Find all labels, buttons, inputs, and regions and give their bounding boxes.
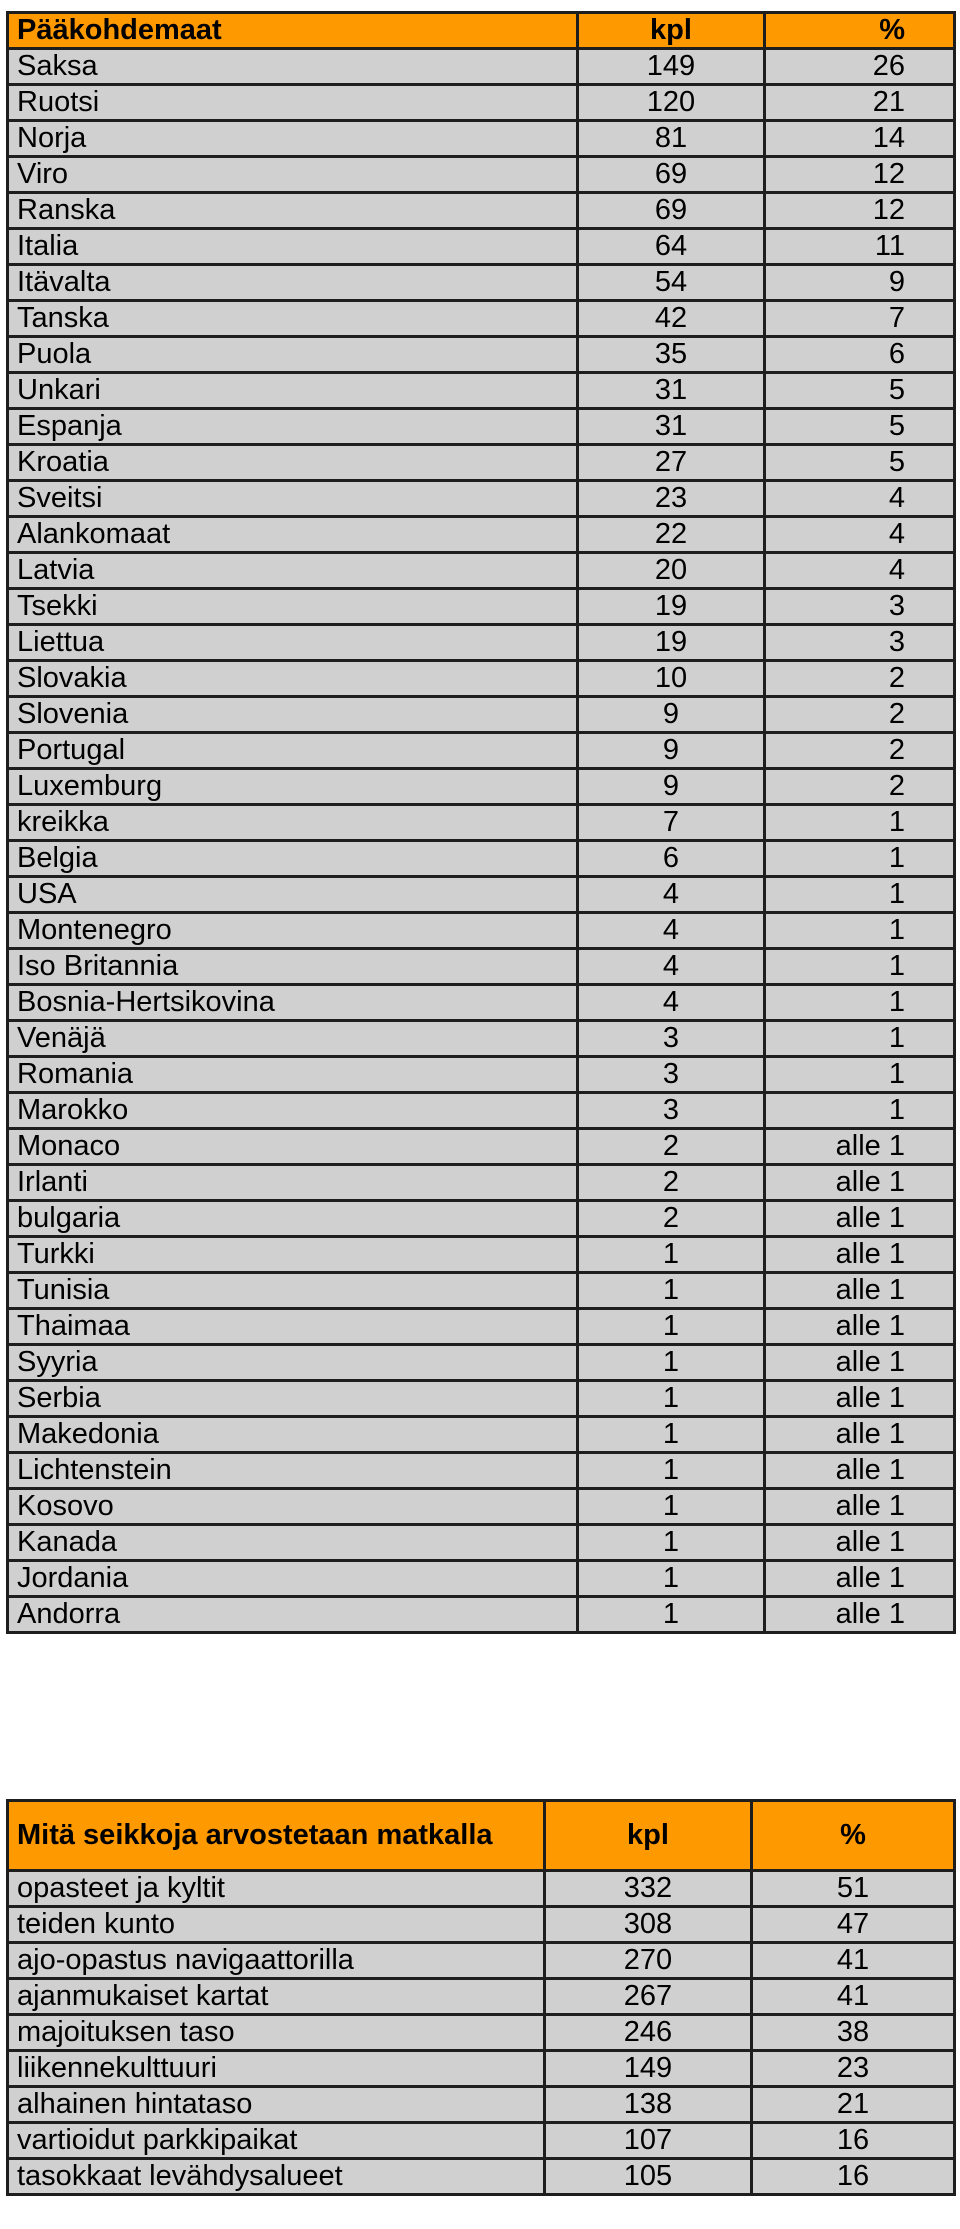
row-count: 69 <box>578 193 765 229</box>
row-count: 54 <box>578 265 765 301</box>
row-percent: 2 <box>765 769 955 805</box>
row-percent: 6 <box>765 337 955 373</box>
row-count: 105 <box>545 2159 752 2195</box>
table-row <box>8 1345 955 1381</box>
row-percent: 1 <box>765 1057 955 1093</box>
row-label: opasteet ja kyltit <box>8 1871 545 1907</box>
row-label: Sveitsi <box>8 481 578 517</box>
row-percent: 4 <box>765 517 955 553</box>
table-row <box>8 1417 955 1453</box>
row-percent: alle 1 <box>765 1309 955 1345</box>
row-count: 267 <box>545 1979 752 2015</box>
row-label: Slovakia <box>8 661 578 697</box>
row-label: bulgaria <box>8 1201 578 1237</box>
row-percent: 12 <box>765 157 955 193</box>
row-label: ajanmukaiset kartat <box>8 1979 545 2015</box>
row-percent: 1 <box>765 805 955 841</box>
row-count: 31 <box>578 373 765 409</box>
row-label: vartioidut parkkipaikat <box>8 2123 545 2159</box>
table-row <box>8 517 955 553</box>
table-row <box>8 1093 955 1129</box>
row-count: 149 <box>578 49 765 85</box>
row-count: 1 <box>578 1597 765 1633</box>
row-label: Syyria <box>8 1345 578 1381</box>
table-row <box>8 2087 955 2123</box>
row-percent: 47 <box>752 1907 955 1943</box>
row-percent: alle 1 <box>765 1597 955 1633</box>
row-percent: alle 1 <box>765 1345 955 1381</box>
row-percent: 5 <box>765 373 955 409</box>
header-percent: % <box>765 13 955 49</box>
row-count: 22 <box>578 517 765 553</box>
row-count: 4 <box>578 877 765 913</box>
row-count: 1 <box>578 1273 765 1309</box>
table-row <box>8 157 955 193</box>
row-label: Latvia <box>8 553 578 589</box>
row-label: Belgia <box>8 841 578 877</box>
row-percent: alle 1 <box>765 1525 955 1561</box>
row-percent: alle 1 <box>765 1201 955 1237</box>
table-row <box>8 1273 955 1309</box>
row-percent: 1 <box>765 913 955 949</box>
row-percent: 1 <box>765 1093 955 1129</box>
row-percent: alle 1 <box>765 1237 955 1273</box>
row-count: 81 <box>578 121 765 157</box>
table-row <box>8 1597 955 1633</box>
row-percent: 1 <box>765 877 955 913</box>
row-count: 1 <box>578 1309 765 1345</box>
header-kpl: kpl <box>578 13 765 49</box>
row-percent: 26 <box>765 49 955 85</box>
row-count: 64 <box>578 229 765 265</box>
row-count: 332 <box>545 1871 752 1907</box>
header-country: Pääkohdemaat <box>8 13 578 49</box>
table-row <box>8 1237 955 1273</box>
row-count: 9 <box>578 769 765 805</box>
table-row <box>8 841 955 877</box>
row-percent: 2 <box>765 733 955 769</box>
row-count: 1 <box>578 1345 765 1381</box>
row-percent: 1 <box>765 949 955 985</box>
row-label: Andorra <box>8 1597 578 1633</box>
row-label: Monaco <box>8 1129 578 1165</box>
table-row <box>8 733 955 769</box>
table-row <box>8 913 955 949</box>
table-row <box>8 2159 955 2195</box>
row-percent: 4 <box>765 553 955 589</box>
table-row <box>8 877 955 913</box>
row-percent: alle 1 <box>765 1453 955 1489</box>
header-kpl: kpl <box>545 1801 752 1871</box>
row-label: Jordania <box>8 1561 578 1597</box>
row-count: 1 <box>578 1453 765 1489</box>
row-label: Kanada <box>8 1525 578 1561</box>
row-label: Tunisia <box>8 1273 578 1309</box>
row-label: Tanska <box>8 301 578 337</box>
table-row <box>8 625 955 661</box>
row-count: 3 <box>578 1057 765 1093</box>
table-row <box>8 1129 955 1165</box>
row-count: 9 <box>578 733 765 769</box>
table-row <box>8 1201 955 1237</box>
row-label: Marokko <box>8 1093 578 1129</box>
row-label: alhainen hintataso <box>8 2087 545 2123</box>
row-percent: 2 <box>765 697 955 733</box>
row-label: Serbia <box>8 1381 578 1417</box>
row-count: 69 <box>578 157 765 193</box>
table-row <box>8 769 955 805</box>
row-count: 42 <box>578 301 765 337</box>
row-percent: 2 <box>765 661 955 697</box>
table-row <box>8 1165 955 1201</box>
row-count: 19 <box>578 625 765 661</box>
row-label: Venäjä <box>8 1021 578 1057</box>
row-count: 19 <box>578 589 765 625</box>
row-percent: 11 <box>765 229 955 265</box>
table-header-row <box>8 13 955 49</box>
table-row <box>8 301 955 337</box>
row-count: 1 <box>578 1525 765 1561</box>
row-label: Luxemburg <box>8 769 578 805</box>
row-percent: 5 <box>765 409 955 445</box>
table-row <box>8 229 955 265</box>
row-count: 20 <box>578 553 765 589</box>
row-percent: 7 <box>765 301 955 337</box>
row-label: Romania <box>8 1057 578 1093</box>
row-label: Italia <box>8 229 578 265</box>
table-row <box>8 445 955 481</box>
row-count: 31 <box>578 409 765 445</box>
row-count: 107 <box>545 2123 752 2159</box>
row-percent: 16 <box>752 2159 955 2195</box>
row-label: Alankomaat <box>8 517 578 553</box>
table-row <box>8 1979 955 2015</box>
table-row <box>8 481 955 517</box>
row-count: 2 <box>578 1201 765 1237</box>
table-row <box>8 121 955 157</box>
row-label: majoituksen taso <box>8 2015 545 2051</box>
row-percent: 4 <box>765 481 955 517</box>
row-label: teiden kunto <box>8 1907 545 1943</box>
row-count: 308 <box>545 1907 752 1943</box>
row-label: Ranska <box>8 193 578 229</box>
row-count: 246 <box>545 2015 752 2051</box>
row-percent: alle 1 <box>765 1165 955 1201</box>
row-count: 1 <box>578 1417 765 1453</box>
table-row <box>8 1453 955 1489</box>
table-row <box>8 553 955 589</box>
row-label: Norja <box>8 121 578 157</box>
row-count: 149 <box>545 2051 752 2087</box>
row-label: Makedonia <box>8 1417 578 1453</box>
row-percent: 1 <box>765 841 955 877</box>
row-percent: 23 <box>752 2051 955 2087</box>
destinations-table <box>6 11 956 1634</box>
table-row <box>8 193 955 229</box>
table-row <box>8 409 955 445</box>
table-row <box>8 49 955 85</box>
row-label: Iso Britannia <box>8 949 578 985</box>
row-percent: 9 <box>765 265 955 301</box>
row-label: tasokkaat levähdysalueet <box>8 2159 545 2195</box>
row-count: 2 <box>578 1129 765 1165</box>
row-label: Montenegro <box>8 913 578 949</box>
row-count: 10 <box>578 661 765 697</box>
row-label: liikennekulttuuri <box>8 2051 545 2087</box>
row-label: Tsekki <box>8 589 578 625</box>
row-percent: 41 <box>752 1943 955 1979</box>
row-label: Portugal <box>8 733 578 769</box>
row-label: Kroatia <box>8 445 578 481</box>
row-label: ajo-opastus navigaattorilla <box>8 1943 545 1979</box>
table-row <box>8 949 955 985</box>
row-count: 6 <box>578 841 765 877</box>
header-percent: % <box>752 1801 955 1871</box>
row-label: Unkari <box>8 373 578 409</box>
table-row <box>8 1021 955 1057</box>
row-count: 4 <box>578 913 765 949</box>
table-row <box>8 589 955 625</box>
table-row <box>8 1561 955 1597</box>
row-percent: alle 1 <box>765 1417 955 1453</box>
row-label: Ruotsi <box>8 85 578 121</box>
table-row <box>8 1943 955 1979</box>
row-count: 7 <box>578 805 765 841</box>
appreciated-factors-table <box>6 1799 956 2196</box>
row-label: Espanja <box>8 409 578 445</box>
row-count: 3 <box>578 1021 765 1057</box>
table-row <box>8 1309 955 1345</box>
row-percent: 12 <box>765 193 955 229</box>
row-percent: 21 <box>765 85 955 121</box>
row-label: USA <box>8 877 578 913</box>
row-count: 27 <box>578 445 765 481</box>
row-percent: 1 <box>765 1021 955 1057</box>
row-count: 120 <box>578 85 765 121</box>
row-percent: 3 <box>765 589 955 625</box>
row-label: Bosnia-Hertsikovina <box>8 985 578 1021</box>
row-percent: alle 1 <box>765 1381 955 1417</box>
row-percent: 21 <box>752 2087 955 2123</box>
row-count: 1 <box>578 1561 765 1597</box>
table-row <box>8 2051 955 2087</box>
table-row <box>8 697 955 733</box>
row-label: Lichtenstein <box>8 1453 578 1489</box>
table-row <box>8 2123 955 2159</box>
table-row <box>8 265 955 301</box>
row-count: 23 <box>578 481 765 517</box>
row-count: 1 <box>578 1237 765 1273</box>
row-percent: 3 <box>765 625 955 661</box>
row-label: Slovenia <box>8 697 578 733</box>
row-percent: 14 <box>765 121 955 157</box>
row-percent: alle 1 <box>765 1561 955 1597</box>
row-percent: alle 1 <box>765 1489 955 1525</box>
row-count: 270 <box>545 1943 752 1979</box>
row-percent: 16 <box>752 2123 955 2159</box>
table-row <box>8 1525 955 1561</box>
table-row <box>8 805 955 841</box>
table-row <box>8 661 955 697</box>
header-factor: Mitä seikkoja arvostetaan matkalla <box>8 1801 545 1871</box>
row-count: 3 <box>578 1093 765 1129</box>
table-row <box>8 85 955 121</box>
row-label: Puola <box>8 337 578 373</box>
row-count: 1 <box>578 1489 765 1525</box>
row-label: Kosovo <box>8 1489 578 1525</box>
table-row <box>8 1381 955 1417</box>
row-count: 2 <box>578 1165 765 1201</box>
table-header-row <box>8 1801 955 1871</box>
table-row <box>8 1057 955 1093</box>
table-row <box>8 337 955 373</box>
row-label: Liettua <box>8 625 578 661</box>
table-row <box>8 1907 955 1943</box>
table-row <box>8 985 955 1021</box>
row-label: Thaimaa <box>8 1309 578 1345</box>
row-percent: alle 1 <box>765 1273 955 1309</box>
row-label: Irlanti <box>8 1165 578 1201</box>
table-row <box>8 1489 955 1525</box>
row-count: 4 <box>578 985 765 1021</box>
row-count: 35 <box>578 337 765 373</box>
row-label: Turkki <box>8 1237 578 1273</box>
table-row <box>8 373 955 409</box>
row-count: 9 <box>578 697 765 733</box>
row-percent: 5 <box>765 445 955 481</box>
table-row <box>8 2015 955 2051</box>
row-percent: alle 1 <box>765 1129 955 1165</box>
row-label: Saksa <box>8 49 578 85</box>
row-label: Viro <box>8 157 578 193</box>
row-label: kreikka <box>8 805 578 841</box>
row-percent: 51 <box>752 1871 955 1907</box>
row-percent: 41 <box>752 1979 955 2015</box>
row-percent: 1 <box>765 985 955 1021</box>
row-count: 4 <box>578 949 765 985</box>
table-row <box>8 1871 955 1907</box>
row-count: 1 <box>578 1381 765 1417</box>
row-percent: 38 <box>752 2015 955 2051</box>
row-label: Itävalta <box>8 265 578 301</box>
row-count: 138 <box>545 2087 752 2123</box>
